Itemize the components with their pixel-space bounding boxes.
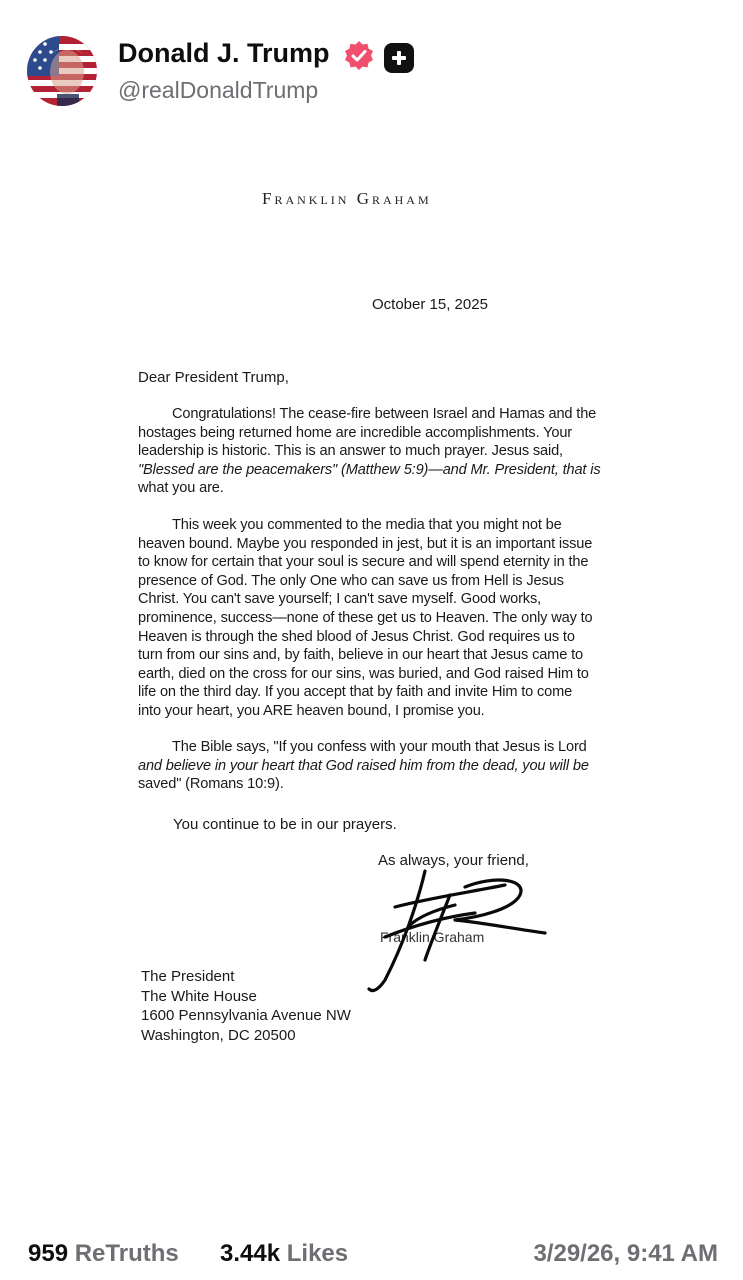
likes-label: Likes [286,1240,349,1267]
paragraph-line: into your heart, you ARE heaven bound, I promise you. [138,702,485,719]
paragraph-2 [138,516,593,721]
paragraph-line: what you are. [138,480,224,497]
retruths-stat[interactable] [28,1240,179,1268]
retruths-label: ReTruths [74,1240,179,1267]
paragraph-line: This week you commented to the media that you might not be [172,517,562,533]
letterhead: Franklin Graham [262,189,432,208]
paragraph-line: heaven bound. Maybe you responded in jest, but it is an important issue [138,535,593,552]
paragraph-line: to know for certain that your soul is secure and will spend eternity in the [138,554,589,571]
address-line: The White House [141,987,257,1005]
paragraph-line: and believe in your heart that God raised him from the dead, you will be [138,757,589,774]
paragraph-1 [138,405,600,498]
salutation: Dear President Trump, [138,369,289,386]
letter-date: October 15, 2025 [372,296,488,313]
paragraph-line: hostages being returned home are incredible accomplishments. Your [138,424,573,441]
closing-line: You continue to be in our prayers. [173,816,397,833]
paragraph-line: The Bible says, "If you confess with your mouth that Jesus is Lord [172,739,587,755]
paragraph-3 [138,738,589,794]
paragraph-line: earth, died on the cross for our sins, was buried, and God raised Him to [138,665,589,682]
verified-badge-icon [343,40,375,72]
likes-count: 3.44k [220,1240,281,1267]
likes-stat[interactable] [220,1240,348,1268]
paragraph-line: turn from our sins and, by faith, believe in our heart that Jesus came to [138,647,583,664]
address-line: Washington, DC 20500 [141,1026,296,1044]
retruths-count: 959 [28,1240,69,1267]
paragraph-line: Congratulations! The cease-fire between Israel and Hamas and the [172,406,597,422]
address-line: 1600 Pennsylvania Avenue NW [141,1007,351,1024]
paragraph-line: Heaven is through the shed blood of Jesus Christ. God requires us to [138,628,575,645]
address-line: The President [141,968,235,985]
paragraph-line: life on the third day. If you accept that by faith and invite Him to come [138,684,573,701]
user-handle[interactable]: @realDonaldTrump [118,77,319,103]
plus-badge-icon [384,43,414,73]
signature-image [355,865,550,995]
paragraph-line: saved" (Romans 10:9). [138,776,284,793]
post-footer [28,1240,718,1270]
signoff: As always, your friend, [378,852,529,869]
paragraph-line: "Blessed are the peacemakers" (Matthew 5:9)—and Mr. President, that is [138,461,601,478]
avatar[interactable] [27,36,97,106]
signer-name: Franklin Graham [380,929,485,945]
paragraph-line: Christ. You can't save yourself; I can't save myself. Good works, [138,591,542,608]
display-name[interactable]: Donald J. Trump [118,38,330,68]
post-timestamp: 3/29/26, 9:41 AM [533,1240,718,1267]
paragraph-line: presence of God. The only One who can save us from Hell is Jesus [138,572,564,589]
letter-image[interactable] [0,130,743,1220]
paragraph-line: leadership is historic. This is an answer to much prayer. Jesus said, [138,443,563,460]
paragraph-line: prominence, success—none of these get us to Heaven. The only way to [138,609,593,626]
recipient-address [141,967,351,1045]
